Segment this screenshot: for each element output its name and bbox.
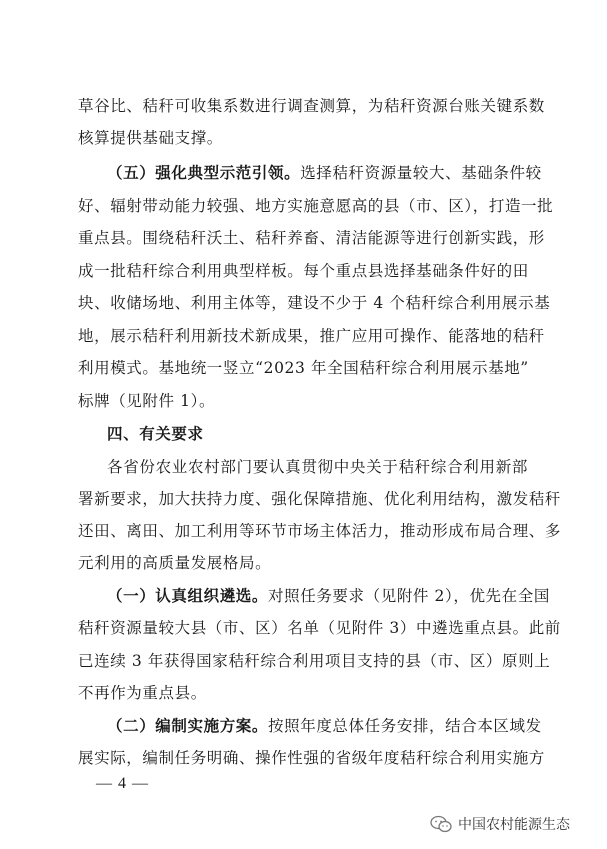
page-number: — 4 —	[96, 775, 149, 792]
text-line: 块、收储场地、利用主体等，建设不少于 4 个秸秆综合利用展示基	[78, 294, 551, 312]
watermark-label: 中国农村能源生态	[458, 817, 570, 833]
subheading: （五）强化典型示范引领。	[107, 164, 301, 182]
text-line: 草谷比、秸秆可收集系数进行调查测算，为秸秆资源台账关键系数	[78, 97, 545, 115]
text-line: 成一批秸秆综合利用典型样板。每个重点县选择基础条件好的田	[78, 262, 529, 280]
text-line: 各省份农业农村部门要认真贯彻中央关于秸秆综合利用新部	[107, 458, 528, 476]
wechat-icon	[430, 815, 452, 833]
subheading: （二）编制实施方案。	[107, 717, 269, 735]
text-line: 好、辐射带动能力较强、地方实施意愿高的县（市、区），打造一批	[78, 197, 554, 215]
text-line: 还田、离田、加工利用等环节市场主体活力，推动形成布局合理、多	[78, 522, 562, 540]
text-line: 元利用的高质量发展格局。	[78, 554, 272, 572]
subheading-line: （五）强化典型示范引领。选择秸秆资源量较大、基础条件较	[107, 164, 542, 182]
watermark	[430, 813, 570, 835]
text-line: 展实际，编制任务明确、操作性强的省级年度秸秆综合利用实施方	[78, 749, 545, 767]
text-line: 不再作为重点县。	[78, 684, 207, 702]
text-line: 已连续 3 年获得国家秸秆综合利用项目支持的县（市、区）原则上	[78, 652, 551, 670]
text-line: 地，展示秸秆利用新技术新成果，推广应用可操作、能落地的秸秆	[78, 327, 545, 345]
text-line: 重点县。围绕秸秆沃土、秸秆养畜、清洁能源等进行创新实践，形	[78, 229, 545, 247]
text-line: 核算提供基础支撑。	[78, 129, 223, 147]
text-line: 利用模式。基地统一竖立“2023 年全国秸秆综合利用展示基地”	[78, 359, 529, 377]
subheading: （一）认真组织遴选。	[107, 587, 269, 605]
subheading-line: （一）认真组织遴选。对照任务要求（见附件 2），优先在全国	[107, 587, 550, 605]
subheading-line: （二）编制实施方案。按照年度总体任务安排，结合本区域发	[107, 717, 542, 735]
text-line: 标牌（见附件 1）。	[78, 392, 216, 410]
text-line: 秸秆资源量较大县（市、区）名单（见附件 3）中遴选重点县。此前	[78, 619, 561, 637]
text-line: 署新要求，加大扶持力度、强化保障措施、优化利用结构，激发秸秆	[78, 490, 562, 508]
section-heading: 四、有关要求	[107, 425, 204, 443]
